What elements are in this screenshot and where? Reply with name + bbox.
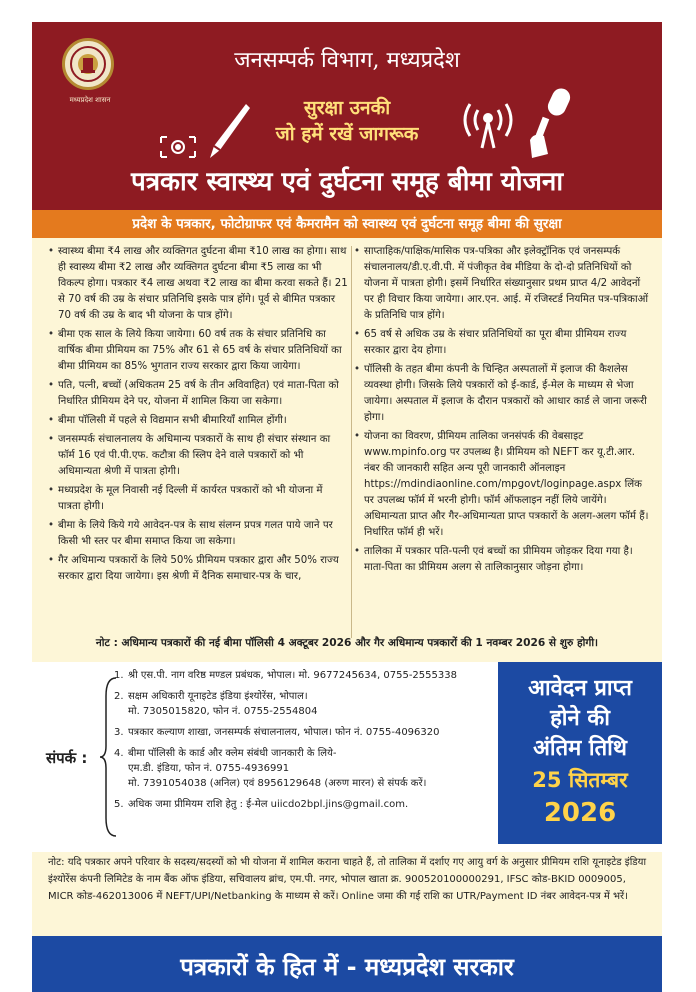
left-column — [48, 244, 348, 588]
contact-item-text: पत्रकार कल्याण शाखा, जनसम्पर्क संचालनालय, भोपाल। फोन नं. 0755-4096320 — [128, 727, 440, 738]
poster — [32, 22, 662, 992]
deadline-line-2: होने की — [550, 706, 610, 731]
deadline-year: 2026 — [543, 798, 617, 828]
bullet-point: • योजना का विवरण, प्रीमियम तालिका जनसंपर्क की वेबसाइट www.mpinfo.org पर उपलब्ध है। प्रीमियम को NEFT कर यू.टी.आर. नंबर की जानकारी सहित अन्य पूरी जानकारी ऑनलाइन https://mdindiaonline.com/mpgovt/loginpage.aspx लिंक पर उपलब्ध फॉर्म में भरनी होगी। फॉर्म ऑफलाइन नहीं लिये जायेंगे। अधिमान्यता प्राप्त और गैर-अधिमान्यता प्राप्त पत्रकारों के अलग-अलग फॉर्म हैं। निर्धारित फॉर्म ही भरें। — [354, 429, 652, 541]
contact-item — [114, 797, 494, 812]
contact-item-number: 1. — [114, 670, 124, 681]
deadline-box — [498, 662, 662, 844]
footer-bar — [32, 936, 662, 992]
footer-text: पत्रकारों के हित में - मध्यप्रदेश सरकार — [180, 953, 514, 981]
slogan-line-1: सुरक्षा उनकी — [303, 97, 391, 119]
scheme-title: पत्रकार स्वास्थ्य एवं दुर्घटना समूह बीमा योजना — [130, 167, 564, 197]
deadline-line-1: आवेदन प्राप्त — [528, 676, 632, 701]
contact-item-text: अधिक जमा प्रीमियम राशि हेतु : ई-मेल uiicdo2bpl.jins@gmail.com. — [128, 799, 409, 810]
contact-item — [114, 725, 494, 740]
policy-start-note: नोट : अधिमान्य पत्रकारों की नई बीमा पॉलिसी 4 अक्टूबर 2026 और गैर अधिमान्य पत्रकारों की 1 नवम्बर 2026 से शुरु होगी। — [95, 637, 599, 649]
contact-list — [114, 668, 494, 818]
contact-item-number: 3. — [114, 727, 124, 738]
bullet-point: • पति, पत्नी, बच्चों (अधिकतम 25 वर्ष के तीन अविवाहित) एवं माता-पिता को निर्धारित प्रीमियम देने पर, योजना में शामिल किया जा सकेगा। — [48, 378, 348, 410]
column-divider — [351, 246, 352, 638]
deadline-line-3: अंतिम तिथि — [533, 736, 627, 761]
bullet-point: • तालिका में पत्रकार पति-पत्नी एवं बच्चों का प्रीमियम जोड़कर दिया गया है। माता-पिता का प्रीमियम अलग से तालिकानुसार जोड़ना होगा। — [354, 544, 652, 576]
bullet-point: • बीमा के लिये किये गये आवेदन-पत्र के साथ संलग्न प्रपत्र गलत पाये जाने पर किसी भी स्तर पर बीमा समाप्त किया जा सकेगा। — [48, 518, 348, 550]
contact-item-detail: मो. 7305015820, फोन नं. 0755-2554804 — [128, 706, 318, 717]
bullet-point: • मध्यप्रदेश के मूल निवासी नई दिल्ली में कार्यरत पत्रकारों को भी योजना में पात्रता होगी। — [48, 483, 348, 515]
contact-item — [114, 746, 494, 791]
contact-item-text: श्री एस.पी. नाग वरिष्ठ मण्डल प्रबंधक, भोपाल। मो. 9677245634, 0755-2555338 — [128, 670, 457, 681]
bullet-point: • गैर अधिमान्य पत्रकारों के लिये 50% प्रीमियम पत्रकार द्वारा और 50% राज्य सरकार द्वारा दिया जायेगा। इस श्रेणी में दैनिक समाचार-पत्र के चार, — [48, 553, 348, 585]
poster-header — [32, 22, 662, 212]
family-premium-note: नोट: यदि पत्रकार अपने परिवार के सदस्य/सदस्यों को भी योजना में शामिल कराना चाहते हैं, तो तालिका में दर्शाए गए आयु वर्ग के अनुसार प्रीमियम राशि यूनाइटेड इंडिया इंश्योरेंस कंपनी लिमिटेड के नाम बैंक ऑफ इंडिया, सचिवालय ब्रांच, एम.पी. नगर, भोपाल खाता क्र. 900520100000291, IFSC कोड-BKID 0009005, MICR कोड-462013006 में NEFT/UPI/Netbanking के माध्यम से करें। Online जमा की गई राशि का UTR/Payment ID नंबर आवेदन-पत्र में भरें। — [48, 857, 647, 902]
contact-item-detail: एम.डी. इंडिया, फोन नं. 0755-4936991 — [128, 763, 290, 774]
broadcast-icon — [456, 94, 520, 150]
contact-item-number: 4. — [114, 748, 124, 759]
bullet-point: • बीमा पॉलिसी में पहले से विद्यमान सभी बीमारियाँ शामिल होंगी। — [48, 413, 348, 429]
contact-item — [114, 668, 494, 683]
contact-item-detail: मो. 7391054038 (अनिल) एवं 8956129648 (अरुण मारन) से संपर्क करें। — [128, 778, 427, 789]
deadline-date: 25 सितम्बर — [532, 768, 628, 792]
subtitle-bar: प्रदेश के पत्रकार, फोटोग्राफर एवं कैमरामैन को स्वास्थ्य एवं दुर्घटना समूह बीमा की सुरक्षा — [32, 210, 662, 238]
contact-item-number: 5. — [114, 799, 124, 810]
bullet-point: • बीमा एक साल के लिये किया जायेगा। 60 वर्ष तक के संचार प्रतिनिधि का वार्षिक बीमा प्रीमियम का 75% और 61 से 65 वर्ष के संचार प्रतिनिधियों का बीमा प्रीमियम का 85% भुगतान राज्य सरकार द्वारा किया जायेगा। — [48, 327, 348, 375]
contact-item-text: सक्षम अधिकारी यूनाइटेड इंडिया इंश्योरेंस, भोपाल। — [128, 691, 308, 702]
contact-item — [114, 689, 494, 719]
emblem-label: मध्यप्रदेश शासन — [69, 96, 111, 104]
contact-label: संपर्क : — [46, 749, 88, 767]
bullet-point: • 65 वर्ष से अधिक उम्र के संचार प्रतिनिधियों का पूरा बीमा प्रीमियम राज्य सरकार द्वारा देय होगा। — [354, 327, 652, 359]
contact-section — [32, 662, 662, 852]
slogan-line-2: जो हमें रखें जागरूक — [275, 123, 419, 145]
bullet-point: • पॉलिसी के तहत बीमा कंपनी के चिन्हित अस्पतालों में इलाज की कैशलेस व्यवस्था होगी। जिसके लिये पत्रकारों को ई-कार्ड, ई-मेल के माध्यम से भेजा जायेगा। अस्पताल में इलाज के दौरान पत्रकारों को आधार कार्ड ले जाना जरूरी होगा। — [354, 362, 652, 426]
microphone-icon — [524, 84, 576, 162]
contact-item-text: बीमा पॉलिसी के कार्ड और क्लेम संबंधी जानकारी के लिये- — [128, 748, 337, 759]
contact-item-number: 2. — [114, 691, 124, 702]
bullet-point: • जनसम्पर्क संचालनालय के अधिमान्य पत्रकारों के साथ ही संचार संस्थान का फॉर्म 16 एवं पी.पी.एफ. कटौत्रा की स्लिप देने वाले पत्रकारों को भी अधिमान्यता श्रेणी में पात्रता होगी। — [48, 432, 348, 480]
bullet-point: • साप्ताहिक/पाक्षिक/मासिक पत्र-पत्रिका और इलेक्ट्रॉनिक एवं जनसम्पर्क संचालनालय/डी.ए.वी.पी. में पंजीकृत वेब मीडिया के दो-दो प्रतिनिधियों को योजना में पात्रता होगी। इसमें निर्धारित संख्यानुसार प्रथम प्राप्त 4/2 आवेदनों पर ही विचार किया जायेगा। आर.एन. आई. में रजिस्टर्ड नियमित पत्र-पत्रिकाओं के प्रतिनिधि पात्र होंगे। — [354, 244, 652, 324]
department-name: जनसम्पर्क विभाग, मध्यप्रदेश — [234, 48, 460, 73]
right-column — [354, 244, 652, 579]
bullet-point: • स्वास्थ्य बीमा ₹4 लाख और व्यक्तिगत दुर्घटना बीमा ₹10 लाख का होगा। साथ ही स्वास्थ्य बीमा ₹2 लाख और व्यक्तिगत दुर्घटना बीमा ₹5 लाख का भी विकल्प होगा। पत्रकार ₹4 लाख अथवा ₹2 लाख का बीमा करवा सकते हैं। 21 से 70 वर्ष की उम्र के संचार प्रतिनिधि इसके पात्र होंगे। पूर्व से बीमित पत्रकार 70 वर्ष की उम्र के बाद भी योजना के पात्र होंगे। — [48, 244, 348, 324]
